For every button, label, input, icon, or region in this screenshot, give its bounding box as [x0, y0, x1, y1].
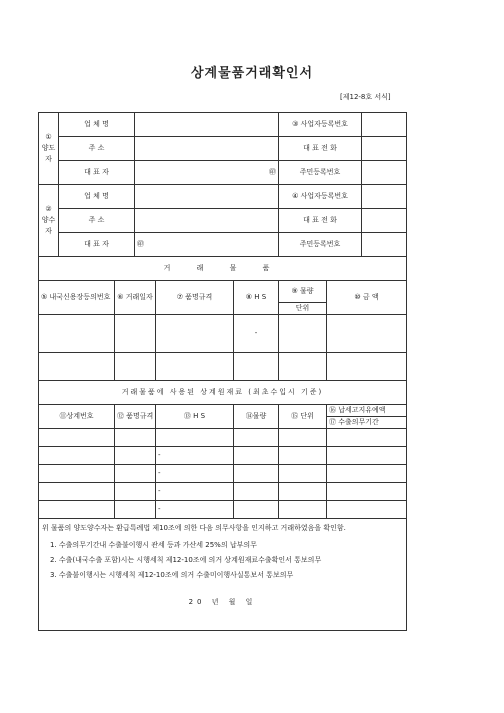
transferee-rep-label: 대 표 자 [59, 233, 135, 257]
seal-mark: ㊞ [137, 240, 144, 248]
material-cell[interactable] [39, 483, 115, 501]
goods-cell[interactable] [279, 353, 327, 381]
col-unit: 단위 [279, 303, 327, 315]
material-cell[interactable] [327, 483, 407, 501]
confirmation-form-table [38, 112, 407, 631]
material-cell[interactable] [39, 429, 115, 447]
material-cell[interactable] [279, 501, 327, 519]
transferor-company-field[interactable] [135, 113, 279, 137]
col-material-unit: ⑮ 단위 [279, 405, 327, 429]
document-title: 상계물품거래확인서 [190, 66, 314, 81]
goods-cell[interactable] [279, 315, 327, 353]
col-material-hs: ⑬ H S [156, 405, 234, 429]
col-doc-no: ⑤ 내국신용장등의번호 [39, 281, 115, 315]
material-cell[interactable] [279, 483, 327, 501]
goods-cell[interactable] [115, 353, 156, 381]
transferee-resident-no-label: 주민등록번호 [279, 233, 362, 257]
transferee-biz-no-field[interactable] [362, 185, 407, 209]
transferor-resident-no-field[interactable] [362, 161, 407, 185]
transferor-company-label: 업 체 명 [59, 113, 135, 137]
goods-hs-cell[interactable] [234, 315, 279, 353]
transferor-rep-field[interactable] [135, 161, 279, 185]
goods-cell[interactable] [327, 353, 407, 381]
goods-cell[interactable] [156, 315, 234, 353]
material-cell[interactable] [279, 429, 327, 447]
material-cell[interactable] [234, 483, 279, 501]
material-hs-cell[interactable] [156, 447, 234, 465]
obligation-list [42, 540, 403, 581]
transferee-resident-no-field[interactable] [362, 233, 407, 257]
hs-dash: - [158, 451, 161, 459]
hs-dash: - [254, 329, 258, 337]
col-qty: ⑨ 물량 [279, 281, 327, 303]
material-hs-cell[interactable] [156, 501, 234, 519]
materials-section-title: 거래물품에 사용된 상계원재료 (최초수입시 기준) [39, 381, 407, 405]
material-cell[interactable] [234, 465, 279, 483]
material-cell[interactable] [115, 429, 156, 447]
transferee-rep-field[interactable] [135, 233, 279, 257]
transferor-label: ① 양도자 [39, 113, 59, 185]
goods-cell[interactable] [39, 353, 115, 381]
transferor-phone-field[interactable] [362, 137, 407, 161]
material-cell[interactable] [234, 447, 279, 465]
transferee-address-field[interactable] [135, 209, 279, 233]
transferee-biz-no-label: ④ 사업자등록번호 [279, 185, 362, 209]
material-cell[interactable] [156, 429, 234, 447]
transferor-address-field[interactable] [135, 137, 279, 161]
goods-cell[interactable] [39, 315, 115, 353]
transferor-biz-no-field[interactable] [362, 113, 407, 137]
material-cell[interactable] [279, 465, 327, 483]
col-spec: ⑦ 품명규격 [156, 281, 234, 315]
obligation-item: 1. 수출의무기간내 수출불이행시 관세 등과 가산세 25%의 납부의무 [50, 541, 257, 549]
col-material-qty: ⑭물량 [234, 405, 279, 429]
material-cell[interactable] [39, 465, 115, 483]
goods-cell[interactable] [115, 315, 156, 353]
signature-date: 20 년 월 일 [188, 598, 257, 606]
hs-dash: - [158, 487, 161, 495]
material-cell[interactable] [327, 447, 407, 465]
transferor-phone-label: 대 표 전 화 [279, 137, 362, 161]
col-hs: ⑧ H S [234, 281, 279, 315]
transferor-address-label: 주 소 [59, 137, 135, 161]
transferor-biz-no-label: ③ 사업자등록번호 [279, 113, 362, 137]
transferee-phone-field[interactable] [362, 209, 407, 233]
col-trade-date: ⑥ 거래일자 [115, 281, 156, 315]
hs-dash: - [158, 505, 161, 513]
material-cell[interactable] [115, 483, 156, 501]
col-export-period: ⑰ 수출의무기간 [327, 417, 407, 429]
goods-section-title: 거 래 물 품 [39, 257, 407, 281]
transferor-resident-no-label: 주민등록번호 [279, 161, 362, 185]
material-cell[interactable] [327, 429, 407, 447]
transferee-label: ② 양수자 [39, 185, 59, 257]
form-number: [제12-8호 서식] [340, 93, 391, 101]
material-cell[interactable] [39, 501, 115, 519]
goods-cell[interactable] [156, 353, 234, 381]
transferee-phone-label: 대 표 전 화 [279, 209, 362, 233]
obligation-notice [39, 519, 407, 631]
transferor-rep-label: 대 표 자 [59, 161, 135, 185]
material-cell[interactable] [234, 501, 279, 519]
notice-intro: 위 물품의 양도양수자는 환급특례법 제10조에 의한 다음 의무사항을 인지하고 거래하였음을 확인함. [42, 524, 346, 532]
material-hs-cell[interactable] [156, 465, 234, 483]
material-cell[interactable] [327, 501, 407, 519]
material-cell[interactable] [39, 447, 115, 465]
transferee-address-label: 주 소 [59, 209, 135, 233]
col-material-spec: ⑫ 품명규격 [115, 405, 156, 429]
material-cell[interactable] [327, 465, 407, 483]
goods-cell[interactable] [327, 315, 407, 353]
transferee-company-label: 업 체 명 [59, 185, 135, 209]
goods-hs-cell[interactable] [234, 353, 279, 381]
obligation-item: 3. 수출불이행시는 시행세칙 제12-10조에 의거 수출미이행사실통보서 통보의무 [50, 571, 294, 579]
col-deferred-amount: ⑯ 납세고지유예액 [327, 405, 407, 417]
transferee-company-field[interactable] [135, 185, 279, 209]
material-cell[interactable] [279, 447, 327, 465]
material-cell[interactable] [234, 429, 279, 447]
material-cell[interactable] [115, 465, 156, 483]
obligation-item: 2. 수출(내국수출 포함)시는 시행세칙 제12-10조에 의거 상계원재료수출확인서 통보의무 [50, 556, 322, 564]
col-offset-no: ⑪상계번호 [39, 405, 115, 429]
hs-dash: - [158, 469, 161, 477]
material-cell[interactable] [115, 447, 156, 465]
col-amount: ⑩ 금 액 [327, 281, 407, 315]
material-cell[interactable] [115, 501, 156, 519]
material-hs-cell[interactable] [156, 483, 234, 501]
seal-mark: ㊞ [269, 168, 276, 176]
